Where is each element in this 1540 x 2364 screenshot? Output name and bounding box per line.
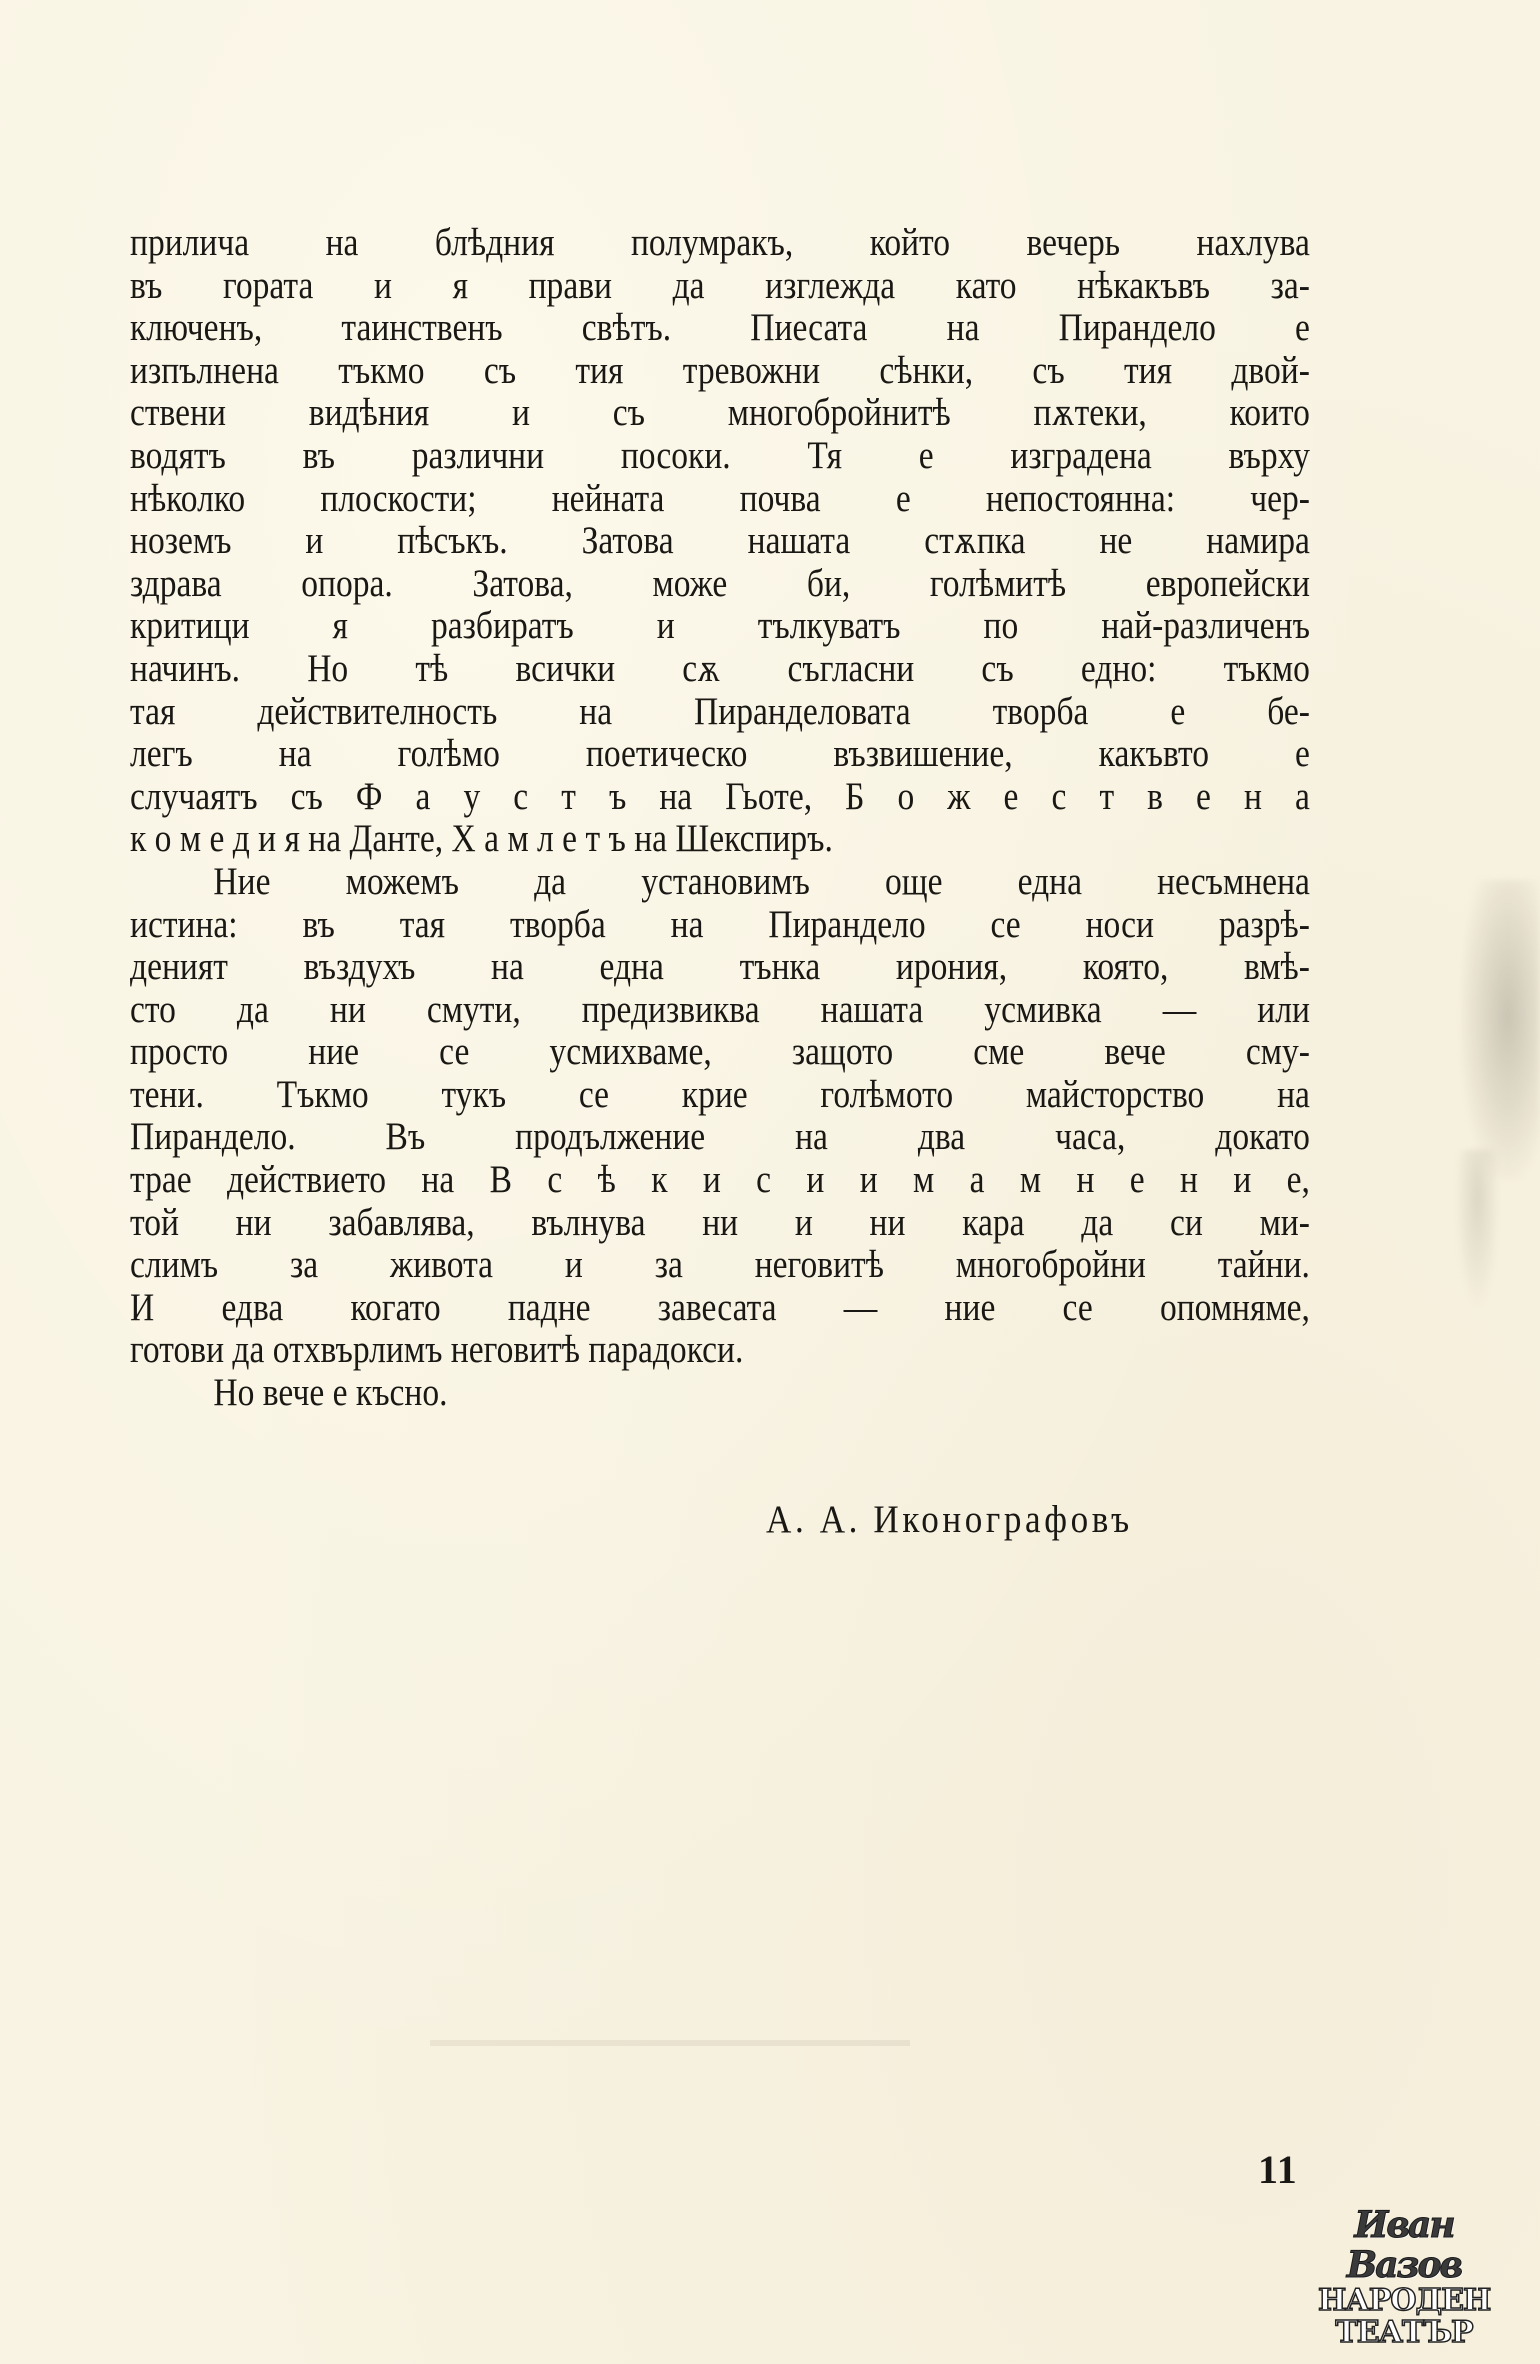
logo-script-signature: Иван Вазов <box>1346 2204 1462 2286</box>
text-line: въ гората и я прави да изглежда като нѣкакъвъ за- <box>130 263 1310 307</box>
paragraph-start-line: Но вече е късно. <box>213 1371 448 1415</box>
text-line: водятъ въ различни посоки. Тя е изградена върху <box>130 433 1310 477</box>
logo-line-1: НАРОДЕН <box>1318 2283 1491 2318</box>
faint-bleed-through <box>430 2040 910 2046</box>
text-line: истина: въ тая творба на Пирандело се носи разрѣ- <box>130 902 1310 946</box>
text-line: готови да отхвърлимъ неговитѣ парадокси. <box>130 1328 744 1372</box>
text-line: просто ние се усмихваме, защото сме вече сму- <box>130 1030 1310 1074</box>
text-line: изпълнена тъкмо съ тия тревожни сѣнки, съ тия двой- <box>130 348 1310 392</box>
text-line: сто да ни смути, предизвиква нашата усмивка — или <box>130 987 1310 1031</box>
text-line: тая действителность на Пиранделовата творба е бе- <box>130 689 1310 733</box>
text-line: трае действието на В с ѣ к и с и и м а м н е н и е, <box>130 1158 1310 1202</box>
author-signature: А. А. Иконографовъ <box>766 1498 1133 1541</box>
text-line: прилича на блѣдния полумракъ, който вечерь нахлува <box>130 221 1310 264</box>
body-text <box>130 222 1310 1415</box>
paragraph-start-line: Ние можемъ да установимъ още една несъмнена <box>213 859 1310 903</box>
text-line: здрава опора. Затова, може би, голѣмитѣ европейски <box>130 561 1310 605</box>
text-line: Пирандело. Въ продължение на два часа, докато <box>130 1115 1310 1159</box>
text-line: нѣколко плоскости; нейната почва е непостоянна: чер- <box>130 476 1310 520</box>
text-line: начинъ. Но тѣ всички сѫ съгласни съ едно: тъкмо <box>130 646 1310 690</box>
text-line: случаятъ съ Ф а у с т ъ на Гьоте, Б о ж е с т в е н а <box>130 774 1310 818</box>
text-line: той ни забавлява, вълнува ни и ни кара да си ми- <box>130 1200 1310 1244</box>
text-line: тени. Тъкмо тукъ се крие голѣмото майсторство на <box>130 1072 1310 1116</box>
text-line: ствени видѣния и съ многобройнитѣ пѫтеки, които <box>130 391 1310 435</box>
paper-stain <box>1460 880 1540 1180</box>
text-line: деният въздухъ на една тънка ирония, която, вмѣ- <box>130 945 1310 989</box>
paper-stain <box>1455 1150 1500 1310</box>
text-line: И едва когато падне завесата — ние се опомняме, <box>130 1285 1310 1329</box>
text-line: ключенъ, таинственъ свѣтъ. Пиесата на Пирандело е <box>130 306 1310 350</box>
text-line: легъ на голѣмо поетическо възвишение, какъвто е <box>130 732 1310 776</box>
theatre-logo <box>1318 2204 1491 2350</box>
text-line: к о м е д и я на Данте, Х а м л е т ъ на Шекспиръ. <box>130 817 833 861</box>
text-line: слимъ за живота и за неговитѣ многобройни тайни. <box>130 1243 1310 1287</box>
logo-line-2: ТЕАТЪР <box>1335 2315 1473 2350</box>
page-number: 11 <box>1258 2147 1298 2192</box>
text-line: критици я разбиратъ и тълкуватъ по най-различенъ <box>130 604 1310 648</box>
text-line: ноземъ и пѣсъкъ. Затова нашата стѫпка не намира <box>130 519 1310 563</box>
